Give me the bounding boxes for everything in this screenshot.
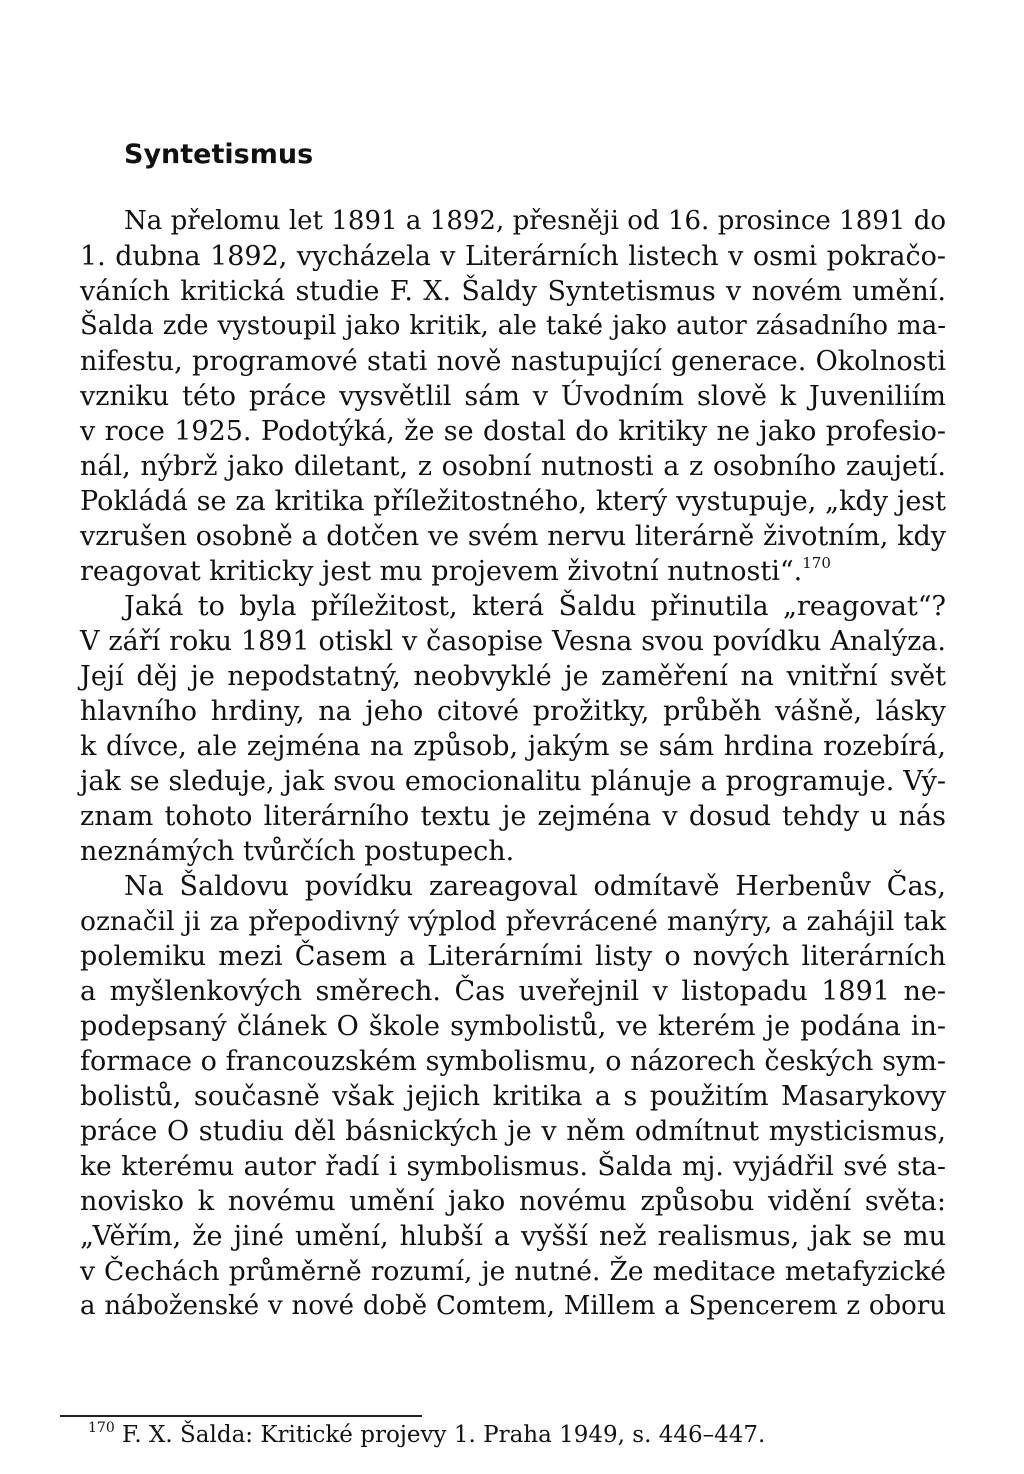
body-text (80, 204, 946, 1324)
page-content (80, 130, 946, 1324)
text-line: v Čechách průměrně rozumí, je nutné. Že meditace metafyzické (80, 1256, 946, 1287)
page-title: Syntetismus (124, 139, 314, 170)
text-line: nál, nýbrž jako diletant, z osobní nutnosti a z osobního zaujetí. (80, 451, 946, 482)
text-line: a náboženské v nové době Comtem, Millem a Spencerem z oboru (80, 1291, 946, 1321)
text-line: Na Šaldovu povídku zareagoval odmítavě Herbenův Čas, (124, 871, 946, 902)
footnote-reference: 170 (802, 554, 831, 572)
footnote (88, 1420, 765, 1450)
text-line: ke kterému autor řadí i symbolismus. Šalda mj. vyjádřil své sta- (80, 1151, 946, 1182)
text-line: reagovat kriticky jest mu projevem životní nutnosti“. (80, 556, 803, 587)
text-line: práce O studiu děl básnických je v něm odmítnut mysticismus, (80, 1116, 946, 1147)
text-line: bolistů, současně však jejich kritika a s použitím Masarykovy (80, 1081, 946, 1112)
footnote-number: 170 (88, 1420, 115, 1436)
text-line: V září roku 1891 otiskl v časopise Vesna svou povídku Analýza. (80, 626, 946, 657)
text-line: vzrušen osobně a dotčen ve svém nervu literárně životním, kdy (80, 521, 946, 552)
text-line: Jaká to byla příležitost, která Šaldu přinutila „reagovat“? (124, 591, 946, 622)
text-line: vzniku této práce vysvětlil sám v Úvodním slově k Juveniliím (80, 381, 946, 412)
text-line: Pokládá se za kritika příležitostného, který vystupuje, „kdy jest (80, 486, 946, 517)
text-line: označil ji za přepodivný výplod převrácené manýry, a zahájil tak (80, 906, 946, 937)
text-line: váních kritická studie F. X. Šaldy Syntetismus v novém umění. (80, 276, 946, 307)
text-line: jak se sleduje, jak svou emocionalitu plánuje a programuje. Vý- (80, 766, 946, 797)
text-line: znam tohoto literárního textu je zejména v dosud tehdy u nás (80, 801, 946, 832)
text-line: v roce 1925. Podotýká, že se dostal do kritiky ne jako profesio- (80, 416, 946, 447)
text-line: a myšlenkových směrech. Čas uveřejnil v listopadu 1891 ne- (80, 976, 946, 1007)
text-line: novisko k novému umění jako novému způsobu vidění světa: (80, 1186, 946, 1217)
text-line: Na přelomu let 1891 a 1892, přesněji od 16. prosince 1891 do (124, 206, 946, 236)
text-line: 1. dubna 1892, vycházela v Literárních listech v osmi pokračo- (80, 241, 946, 272)
text-line: nifestu, programové stati nově nastupující generace. Okolnosti (80, 346, 946, 377)
text-line: Šalda zde vystoupil jako kritik, ale také jako autor zásadního ma- (80, 311, 946, 341)
text-line: formace o francouzském symbolismu, o názorech českých sym- (80, 1046, 946, 1077)
footnote-text: F. X. Šalda: Kritické projevy 1. Praha 1949, s. 446–447. (122, 1422, 766, 1448)
footnote-divider (60, 1415, 422, 1417)
text-line: „Věřím, že jiné umění, hlubší a vyšší než realismus, jak se mu (80, 1221, 946, 1252)
text-line: neznámých tvůrčích postupech. (80, 836, 515, 867)
text-line-with-footnote (80, 554, 946, 589)
text-line: Její děj je nepodstatný, neobvyklé je zaměření na vnitřní svět (80, 661, 946, 692)
text-line: podepsaný článek O škole symbolistů, ve kterém je podána in- (80, 1011, 946, 1042)
text-line: polemiku mezi Časem a Literárními listy o nových literárních (80, 941, 946, 972)
text-line: hlavního hrdiny, na jeho citové prožitky, průběh vášně, lásky (80, 696, 946, 727)
text-line: k dívce, ale zejména na způsob, jakým se sám hrdina rozebírá, (80, 731, 946, 762)
